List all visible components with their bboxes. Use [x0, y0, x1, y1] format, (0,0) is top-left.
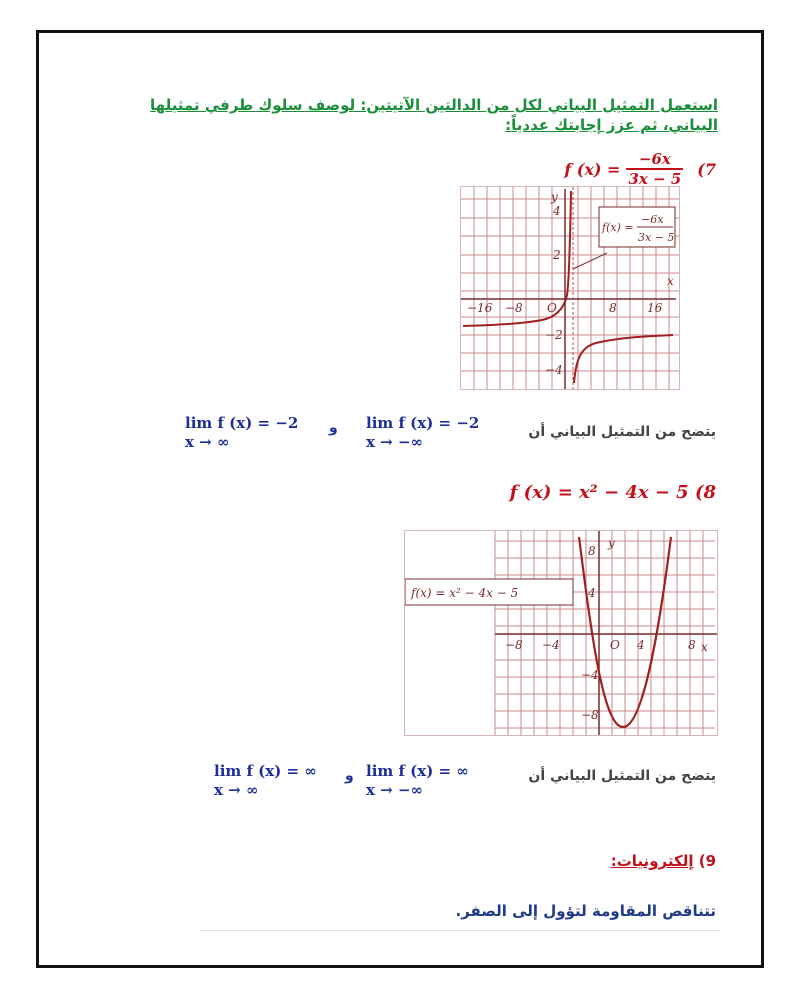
- graph7-tick-x: 8: [609, 301, 617, 315]
- problem8-heading: f (x) = x² − 4x − 5 (8: [509, 482, 716, 503]
- graph7-tick-y: 2: [553, 248, 561, 262]
- graph7-label-num: −6x: [641, 213, 664, 226]
- graph8-axis-y-label: y: [608, 536, 615, 550]
- problem7-answer-text: يتضح من التمثيل البياني أن: [528, 424, 716, 440]
- problem9-text: تتناقص المقاومة لتؤول إلى الصفر.: [455, 902, 716, 920]
- problem7-lhs: f (x) =: [564, 159, 621, 179]
- problem8-limit-right-expr: lim f (x) = ∞: [214, 762, 317, 780]
- graph7-axis-y-label: y: [551, 190, 558, 204]
- problem7-and: و: [329, 420, 338, 436]
- graph8-tick-x: 8: [688, 638, 696, 652]
- problem8-answer-text: يتضح من التمثيل البياني أن: [528, 768, 716, 784]
- graph8-tick-y: 8: [588, 544, 596, 558]
- graph7-tick-y: −4: [545, 363, 563, 377]
- graph7-axis-x-label: x: [667, 274, 674, 288]
- graph7-tick-x: −16: [467, 301, 493, 315]
- problem8-limit-left: [366, 762, 469, 800]
- instruction-text: استعمل التمثيل البياني لكل من الدالتين الآتيتين: لوصف سلوك طرفي تمثيلها البياني، ثم عزز إجابتك عددياً:: [150, 96, 718, 134]
- problem9-number: 9): [698, 852, 716, 870]
- graph8-tick-x: 4: [637, 638, 645, 652]
- problem7-number: (7: [697, 159, 716, 179]
- graph7-label-den: 3x − 5: [638, 231, 675, 244]
- problem7-numerator: −6x: [626, 150, 683, 170]
- problem7-limit-right-expr: lim f (x) = −2: [185, 414, 299, 432]
- graph7-tick-x: −8: [505, 301, 523, 315]
- problem8-limit-right-sub: x → ∞: [214, 781, 259, 799]
- problem7-limit-left-expr: lim f (x) = −2: [366, 414, 480, 432]
- problem9-title: إلكترونيات:: [610, 852, 694, 870]
- graph7-label-lhs: f(x) =: [602, 221, 634, 234]
- graph7-curve-right: [574, 335, 673, 383]
- problem8-graph: [404, 530, 718, 736]
- problem8-limit-left-sub: x → −∞: [366, 781, 424, 799]
- problem7-heading: [564, 150, 716, 188]
- problem7-limit-left-sub: x → −∞: [366, 433, 424, 451]
- graph8-tick-x: −8: [505, 638, 523, 652]
- graph8-tick-x: −4: [542, 638, 560, 652]
- graph7-tick-y: 4: [553, 204, 561, 218]
- problem8-limit-left-expr: lim f (x) = ∞: [366, 762, 469, 780]
- graph7-tick-y: −2: [545, 328, 563, 342]
- problem7-fraction: [626, 150, 683, 188]
- graph7-tick-x: 16: [647, 301, 663, 315]
- problem8-limit-right: [214, 762, 317, 800]
- problem7-graph: [460, 186, 680, 390]
- problem7-limit-left: [366, 414, 479, 452]
- graph7-tick-x: O: [547, 301, 557, 315]
- graph8-grid: [495, 531, 715, 735]
- problem7-limit-right-sub: x → ∞: [185, 433, 230, 451]
- problem7-limit-right: [185, 414, 298, 452]
- problem9-heading: [611, 852, 716, 870]
- graph8-tick-x: O: [610, 638, 620, 652]
- graph8-axis-x-label: x: [701, 640, 708, 654]
- graph8-tick-y: −8: [581, 708, 599, 722]
- graph8-label: f(x) = x² − 4x − 5: [411, 586, 519, 600]
- graph8-tick-y: 4: [588, 586, 596, 600]
- bottom-divider: [200, 930, 720, 931]
- graph8-tick-y: −4: [581, 668, 599, 682]
- problem8-and: و: [345, 768, 354, 784]
- problem7-denominator: 3x − 5: [628, 170, 682, 188]
